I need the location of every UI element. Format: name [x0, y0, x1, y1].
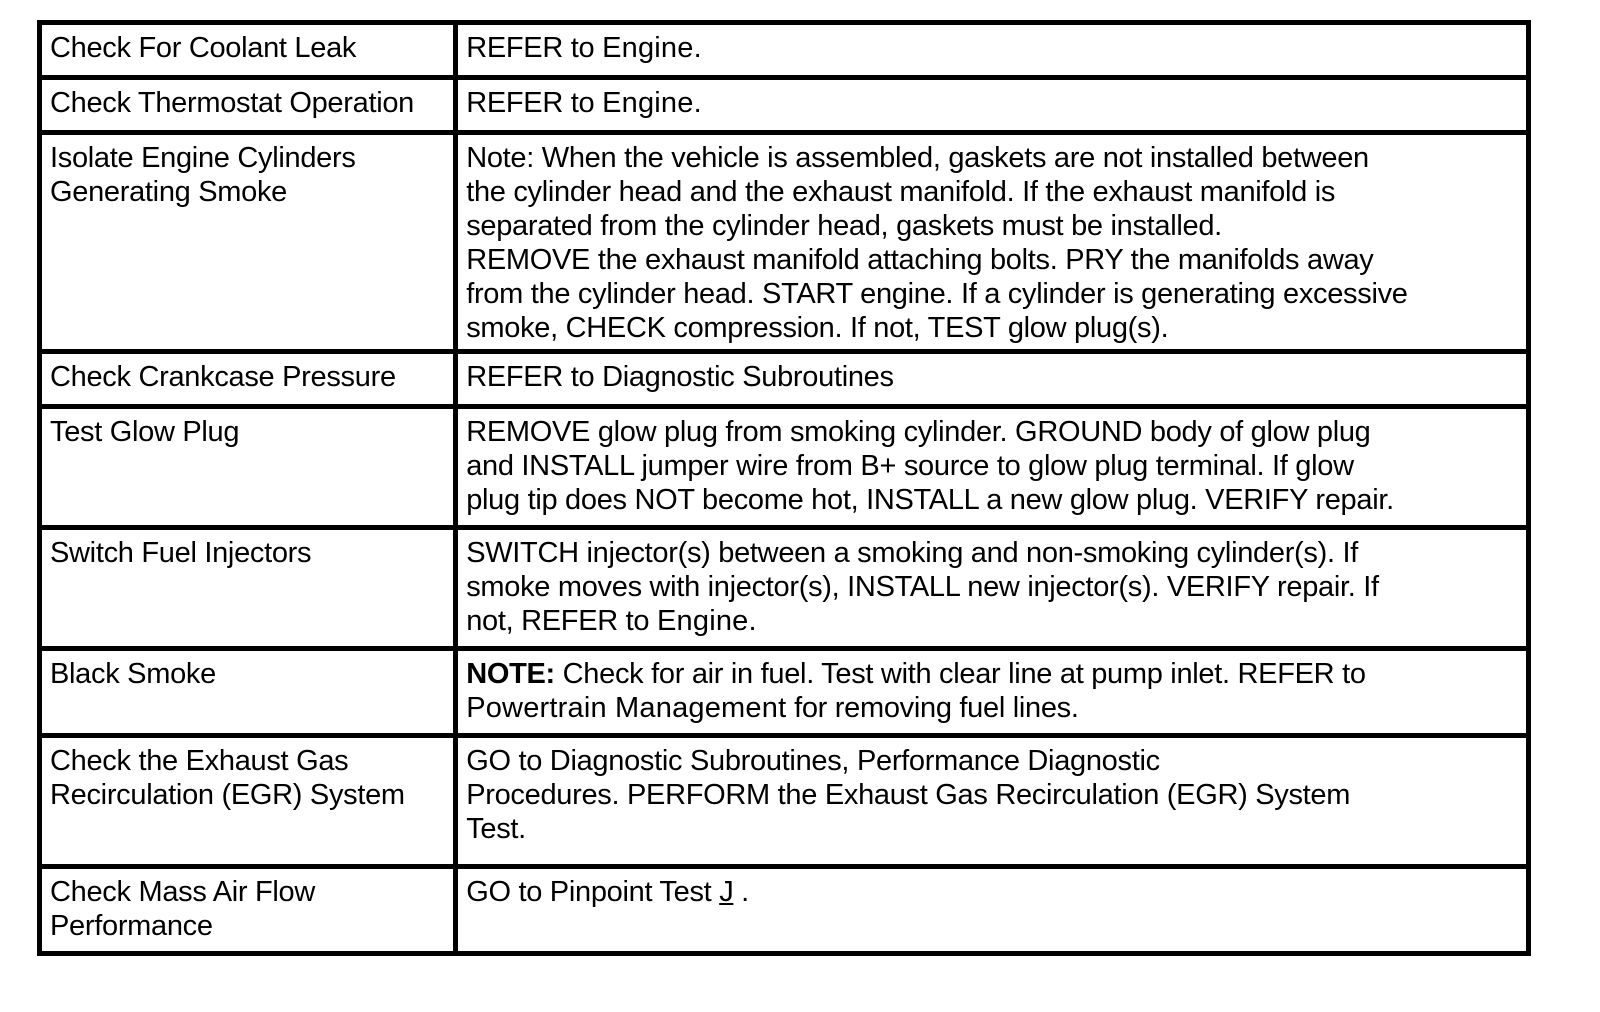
- action-line: [466, 483, 1518, 517]
- action-text: GO to Diagnostic Subroutines, Performance Diagnostic: [466, 745, 1160, 777]
- action-line: [466, 86, 1518, 120]
- action-text: and INSTALL jumper wire from B+ source to glow plug terminal. If glow: [466, 450, 1354, 482]
- table-row: [40, 736, 1529, 867]
- action-line: [466, 536, 1518, 570]
- action-text: Procedures. PERFORM the Exhaust Gas Recirculation (EGR) System: [466, 779, 1351, 811]
- action-text: the cylinder head and the exhaust manifold. If the exhaust manifold is: [466, 176, 1336, 208]
- table-row: [40, 78, 1529, 133]
- action-cell: [456, 736, 1529, 867]
- step-cell: [40, 736, 456, 867]
- diagnostic-table-body: [40, 23, 1529, 954]
- action-text: REFER to: [466, 87, 603, 119]
- step-cell: [40, 78, 456, 133]
- action-text: not, REFER to: [466, 605, 658, 637]
- action-cell: [456, 78, 1529, 133]
- action-text: REFER to Diagnostic Subroutines: [466, 361, 894, 393]
- reference-text: Powertrain Management: [466, 692, 787, 724]
- step-text: Recirculation (EGR) System: [50, 779, 405, 811]
- action-line: [466, 875, 1518, 909]
- action-cell: [456, 649, 1529, 736]
- action-line: [466, 141, 1518, 175]
- action-text: smoke, CHECK compression. If not, TEST glow plug(s).: [466, 312, 1169, 344]
- action-line: [466, 691, 1518, 725]
- action-cell: [456, 23, 1529, 78]
- action-text: .: [733, 876, 749, 908]
- table-row: [40, 133, 1529, 352]
- step-text: Generating Smoke: [50, 176, 287, 208]
- step-text: Check Crankcase Pressure: [50, 361, 396, 393]
- step-cell: [40, 352, 456, 407]
- table-row: [40, 867, 1529, 954]
- step-text: Check For Coolant Leak: [50, 32, 357, 64]
- action-text: Check for air in fuel. Test with clear line at pump inlet. REFER to: [554, 658, 1366, 690]
- action-line: [466, 243, 1518, 277]
- table-row: [40, 352, 1529, 407]
- action-text: REMOVE glow plug from smoking cylinder. GROUND body of glow plug: [466, 416, 1371, 448]
- step-text: Test Glow Plug: [50, 416, 240, 448]
- action-cell: [456, 407, 1529, 528]
- action-cell: [456, 352, 1529, 407]
- step-text: Black Smoke: [50, 658, 216, 690]
- step-text: Check Thermostat Operation: [50, 87, 415, 119]
- table-row: [40, 528, 1529, 649]
- action-line: [466, 744, 1518, 778]
- step-cell: [40, 867, 456, 954]
- reference-text: Engine.: [602, 87, 702, 119]
- table-row: [40, 407, 1529, 528]
- action-line: [466, 812, 1518, 846]
- step-cell: [40, 23, 456, 78]
- step-text: Switch Fuel Injectors: [50, 537, 312, 569]
- step-cell: [40, 133, 456, 352]
- step-cell: [40, 649, 456, 736]
- action-line: [466, 277, 1518, 311]
- pinpoint-test-link[interactable]: J: [719, 876, 734, 908]
- step-text: Performance: [50, 910, 213, 942]
- action-text: from the cylinder head. START engine. If a cylinder is generating excessive: [466, 278, 1408, 310]
- step-cell: [40, 407, 456, 528]
- table-row: [40, 649, 1529, 736]
- table-row: [40, 23, 1529, 78]
- step-text: Isolate Engine Cylinders: [50, 142, 356, 174]
- action-cell: [456, 867, 1529, 954]
- action-text: Note: When the vehicle is assembled, gaskets are not installed between: [466, 142, 1369, 174]
- diagnostic-table: [37, 20, 1531, 956]
- action-line: [466, 31, 1518, 65]
- action-text: REFER to: [466, 32, 603, 64]
- action-line: [466, 175, 1518, 209]
- action-text: smoke moves with injector(s), INSTALL new injector(s). VERIFY repair. If: [466, 571, 1379, 603]
- action-line: [466, 657, 1518, 691]
- action-line: [466, 778, 1518, 812]
- action-text: separated from the cylinder head, gaskets must be installed.: [466, 210, 1222, 242]
- action-line: [466, 209, 1518, 243]
- action-line: [466, 570, 1518, 604]
- action-line: [466, 311, 1518, 345]
- step-text: Check Mass Air Flow: [50, 876, 316, 908]
- action-cell: [456, 528, 1529, 649]
- step-cell: [40, 528, 456, 649]
- action-text: for removing fuel lines.: [786, 692, 1079, 724]
- reference-text: Engine.: [657, 605, 757, 637]
- action-text: Test.: [466, 813, 526, 845]
- action-text: GO to Pinpoint Test: [466, 876, 720, 908]
- action-text: plug tip does NOT become hot, INSTALL a new glow plug. VERIFY repair.: [466, 484, 1394, 516]
- action-text: REMOVE the exhaust manifold attaching bolts. PRY the manifolds away: [466, 244, 1374, 276]
- action-line: [466, 449, 1518, 483]
- reference-text: Engine.: [602, 32, 702, 64]
- step-text: Check the Exhaust Gas: [50, 745, 349, 777]
- action-line: [466, 604, 1518, 638]
- action-line: [466, 415, 1518, 449]
- note-label: NOTE:: [466, 658, 555, 690]
- action-text: SWITCH injector(s) between a smoking and non-smoking cylinder(s). If: [466, 537, 1358, 569]
- action-cell: [456, 133, 1529, 352]
- action-line: [466, 360, 1518, 394]
